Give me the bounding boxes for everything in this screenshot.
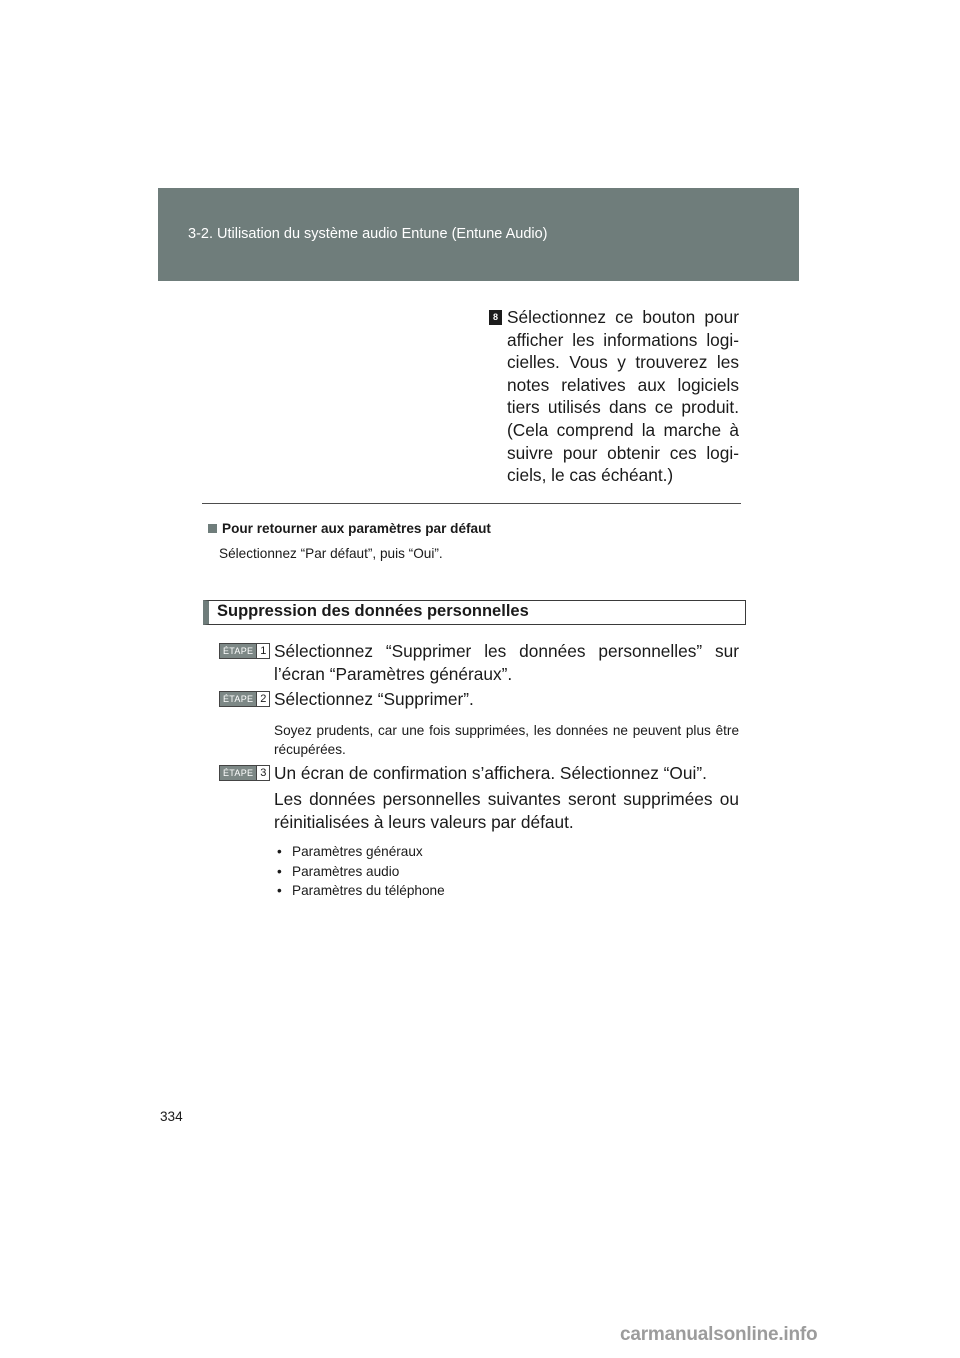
watermark: carmanualsonline.info: [620, 1324, 818, 1345]
reset-defaults-heading: [208, 521, 491, 536]
step-badge-label: ÉTAPE: [220, 644, 256, 658]
section-title: Suppression des données personnelles: [217, 602, 529, 620]
list-item: • Paramètres du téléphone: [274, 881, 739, 901]
item-8: [489, 306, 739, 487]
step-3-details: Les données personnelles suivantes seront supprimées ou réinitialisées à leurs valeurs par défaut.: [274, 789, 739, 832]
reset-defaults-body: Sélectionnez “Par défaut”, puis “Oui”.: [219, 546, 443, 561]
section-heading-box: [203, 600, 746, 625]
step-badge-number: 2: [256, 692, 269, 706]
step-2-text: Sélectionnez “Supprimer”.: [274, 689, 474, 709]
list-item: • Paramètres audio: [274, 862, 739, 882]
list-item: • Paramètres généraux: [274, 842, 739, 862]
step-1: [219, 640, 739, 686]
step-3: [219, 762, 739, 901]
step-2-note: Soyez prudents, car une fois supprimées, les données ne peuvent plus être récupérées.: [274, 723, 739, 757]
step-badge-number: 1: [256, 644, 269, 658]
step-badge-number: 3: [256, 766, 269, 780]
step-badge: [219, 643, 270, 659]
section-divider: [202, 503, 741, 504]
step-badge-label: ÉTAPE: [220, 692, 256, 706]
step-badge-label: ÉTAPE: [220, 766, 256, 780]
reset-defaults-title: Pour retourner aux paramètres par défaut: [222, 521, 491, 536]
step-3-text: Un écran de confirmation s’affichera. Sélectionnez “Oui”.: [274, 763, 707, 783]
step-1-text: Sélectionnez “Supprimer les données personnelles” sur l’écran “Paramètres généraux”.: [274, 641, 739, 684]
item-8-description: Sélectionnez ce bouton pour afficher les informations logi-cielles. Vous y trouverez les notes relatives aux logiciels tiers utilisés dans ce produit. (Cela comprend la marche à suivre pour obtenir ces logi-ciels, le cas échéant.): [507, 307, 739, 486]
item-number-badge: 8: [489, 310, 502, 325]
step-badge: [219, 765, 270, 781]
chapter-title: 3-2. Utilisation du système audio Entune (Entune Audio): [188, 226, 548, 242]
square-bullet-icon: [208, 524, 217, 533]
step-badge: [219, 691, 270, 707]
deleted-data-list: [274, 842, 739, 901]
chapter-header: [158, 188, 799, 281]
step-2: [219, 688, 739, 759]
page-number: 334: [160, 1109, 183, 1124]
